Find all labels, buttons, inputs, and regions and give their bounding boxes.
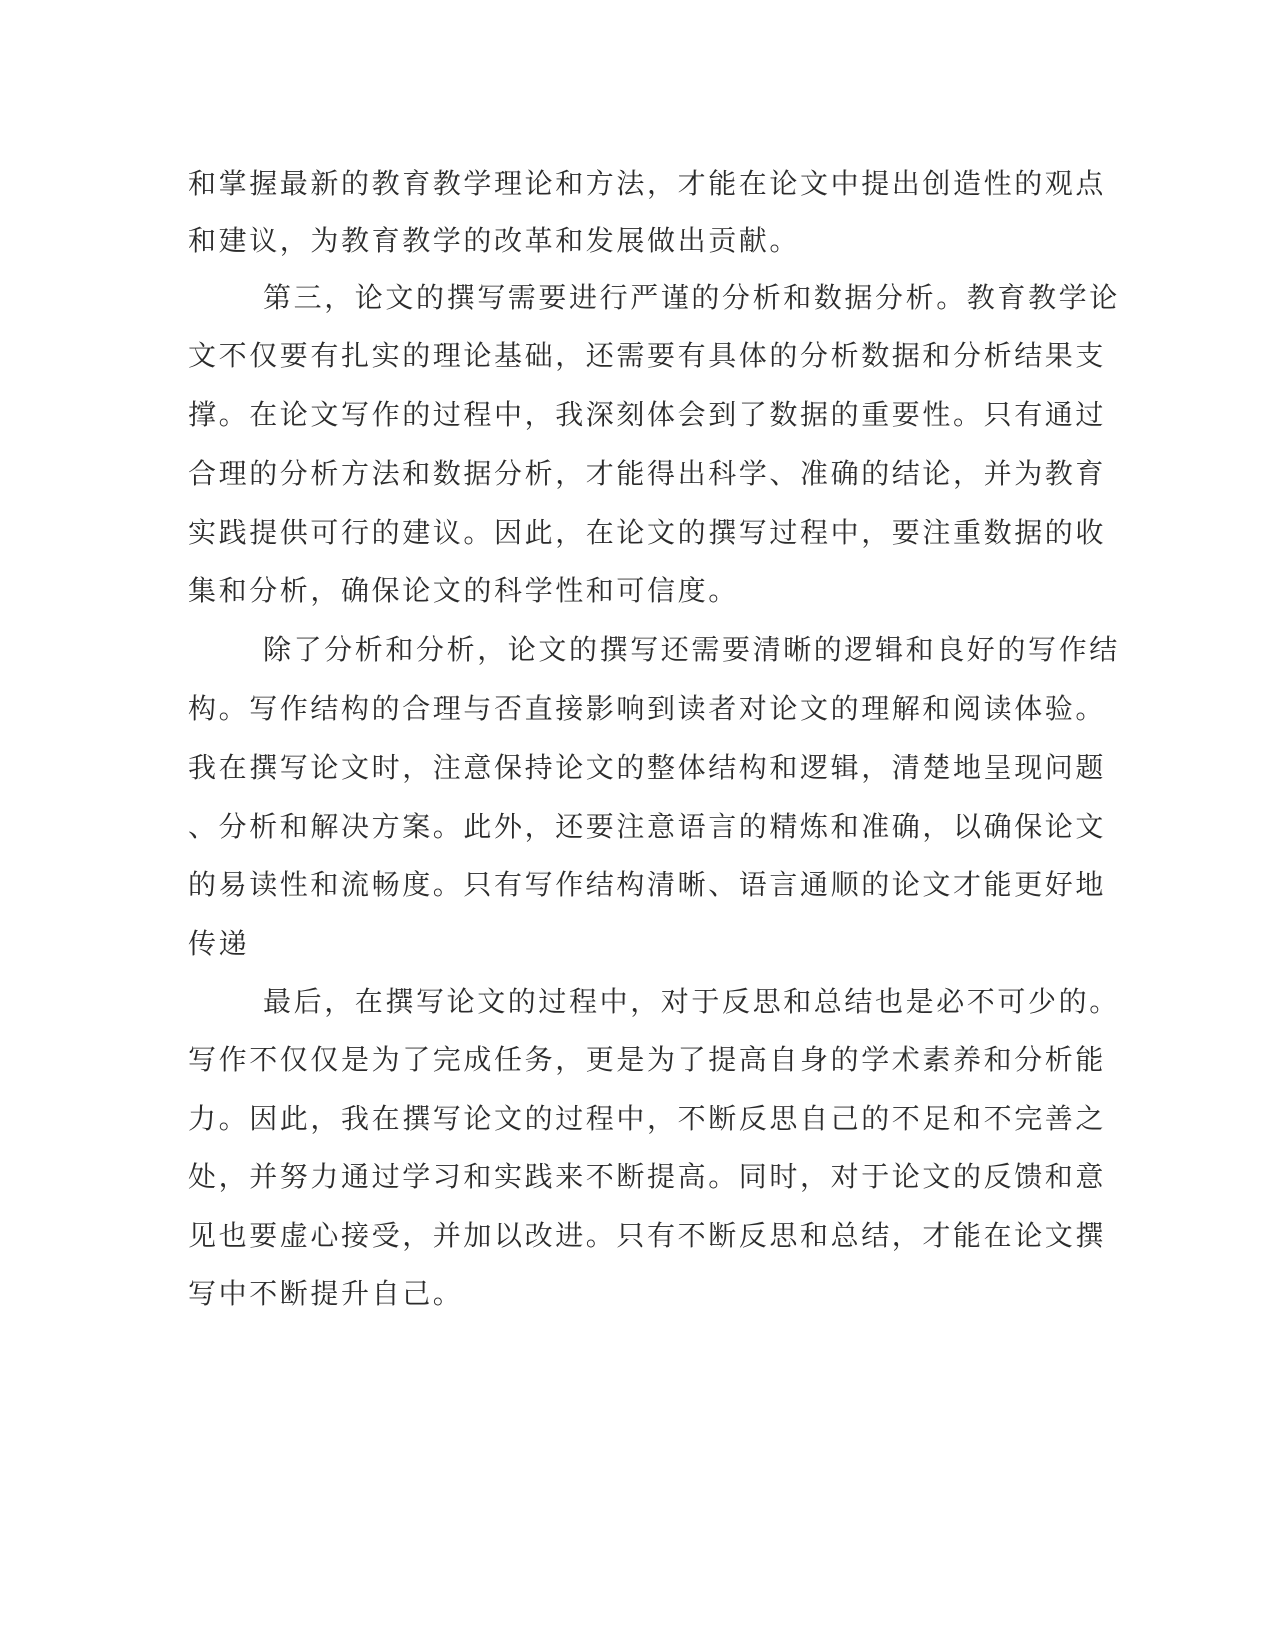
text-line: 传递 [188, 927, 250, 960]
text-line: 的易读性和流畅度。只有写作结构清晰、语言通顺的论文才能更好地 [188, 868, 1107, 901]
text-line: 处，并努力通过学习和实践来不断提高。同时，对于论文的反馈和意 [188, 1160, 1107, 1193]
text-line: 和建议，为教育教学的改革和发展做出贡献。 [188, 224, 801, 257]
text-line: 我在撰写论文时，注意保持论文的整体结构和逻辑，清楚地呈现问题 [188, 751, 1107, 784]
text-line: 写作不仅仅是为了完成任务，更是为了提高自身的学术素养和分析能 [188, 1043, 1107, 1076]
text-line: 集和分析，确保论文的科学性和可信度。 [188, 574, 739, 607]
text-line: 见也要虚心接受，并加以改进。只有不断反思和总结，才能在论文撰 [188, 1219, 1107, 1252]
text-line: 构。写作结构的合理与否直接影响到读者对论文的理解和阅读体验。 [188, 692, 1107, 725]
paragraph-first-line: 最后，在撰写论文的过程中，对于反思和总结也是必不可少的。 [263, 985, 1120, 1018]
text-line: 、分析和解决方案。此外，还要注意语言的精炼和准确，以确保论文 [188, 810, 1107, 843]
paragraph-first-line: 第三，论文的撰写需要进行严谨的分析和数据分析。教育教学论 [263, 281, 1120, 314]
text-line: 和掌握最新的教育教学理论和方法，才能在论文中提出创造性的观点 [188, 167, 1107, 200]
text-line: 写中不断提升自己。 [188, 1277, 464, 1310]
text-line: 文不仅要有扎实的理论基础，还需要有具体的分析数据和分析结果支 [188, 339, 1107, 372]
text-line: 力。因此，我在撰写论文的过程中，不断反思自己的不足和不完善之 [188, 1102, 1107, 1135]
text-line: 实践提供可行的建议。因此，在论文的撰写过程中，要注重数据的收 [188, 516, 1107, 549]
text-line: 合理的分析方法和数据分析，才能得出科学、准确的结论，并为教育 [188, 457, 1107, 490]
text-line: 撑。在论文写作的过程中，我深刻体会到了数据的重要性。只有通过 [188, 398, 1107, 431]
paragraph-first-line: 除了分析和分析，论文的撰写还需要清晰的逻辑和良好的写作结 [263, 633, 1120, 666]
